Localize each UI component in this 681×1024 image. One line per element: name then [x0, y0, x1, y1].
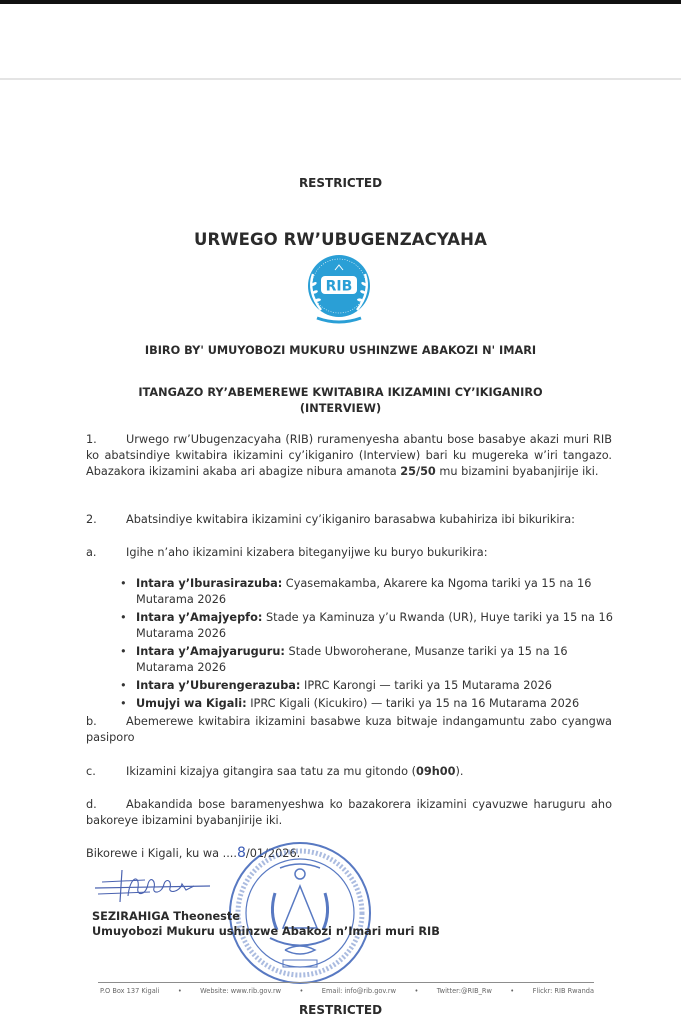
footer-contacts: [100, 987, 594, 995]
region-name: Intara y’Uburengerazuba:: [136, 679, 301, 692]
flickr-link[interactable]: Flickr: RIB Rwanda: [532, 987, 594, 995]
paragraph-letter: d.: [86, 798, 97, 811]
date-dots: ....: [222, 847, 237, 860]
page-fold-line: [0, 78, 681, 80]
top-edge-bar: [0, 0, 681, 4]
date-rest: /01/2026.: [245, 847, 301, 860]
location-list: [120, 576, 614, 714]
paragraph-2-text: Abatsindiye kwitabira ikizamini cy’ikiganiro barasabwa kubahiriza ibi bikurikira:: [126, 513, 575, 526]
paragraph-b-text: Abemerewe kwitabira ikizamini basabwe kuza bitwaje indangamuntu zabo cyangwa pasiporo: [86, 715, 612, 744]
region-detail: IPRC Kigali (Kicukiro) — tariki ya 15 na 16 Mutarama 2026: [246, 697, 580, 710]
region-name: Intara y’Amajyaruguru:: [136, 645, 285, 658]
paragraph-letter: a.: [86, 546, 97, 559]
list-item: [120, 678, 614, 694]
paragraph-number: 2.: [86, 513, 97, 526]
po-box: P.O Box 137 Kigali: [100, 987, 160, 995]
separator: •: [510, 987, 515, 995]
signer-name: SEZIRAHIGA Theoneste: [92, 910, 240, 923]
official-stamp-icon: [222, 838, 375, 988]
classification-bottom: RESTRICTED: [298, 1003, 383, 1017]
paragraph-c-text: Ikizamini kizajya gitangira saa tatu za mu gitondo (: [126, 765, 417, 778]
start-time: 09h00: [416, 765, 456, 778]
logo-text: RIB: [325, 278, 353, 295]
separator: •: [177, 987, 182, 995]
region-detail: Cyasemakamba, Akarere ka Ngoma tariki ya 15 na 16 Mutarama 2026: [136, 577, 592, 606]
region-detail: Stade ya Kaminuza y’u Rwanda (UR), Huye tariki ya 15 na 16 Mutarama 2026: [136, 611, 613, 640]
paragraph-letter: c.: [86, 765, 96, 778]
separator: •: [414, 987, 419, 995]
office-title: IBIRO BY' UMUYOBOZI MUKURU USHINZWE ABAKOZI N' IMARI: [144, 344, 537, 357]
paragraph-1-text: Urwego rw’Ubugenzacyaha (RIB) ruramenyesha abantu bose basabye akazi muri RIB ko abatsindiye kwitabira ikizamini cy’ikiganiro (Interview) bari ku mugereka w’iri tangazo. Abazakora ikizamini akaba ari abagize nibura amanota: [86, 433, 612, 478]
list-item: [120, 644, 614, 676]
separator: •: [299, 987, 304, 995]
paragraph-a: [86, 545, 612, 561]
email-link[interactable]: Email: info@rib.gov.rw: [321, 987, 397, 995]
organization-title: URWEGO RW’UBUGENZACYAHA: [194, 230, 487, 249]
paragraph-d-text: Abakandida bose baramenyeshwa ko bazakorera ikizamini cyavuzwe haruguru aho bakoreye ibizamini byabanjirije iki.: [86, 798, 612, 827]
list-item: [120, 610, 614, 642]
required-score: 25/50: [400, 465, 436, 478]
region-detail: IPRC Karongi — tariki ya 15 Mutarama 2026: [300, 679, 552, 692]
paragraph-d: [86, 797, 612, 829]
notice-title: [0, 385, 681, 417]
list-item: [120, 576, 614, 608]
region-name: Umujyi wa Kigali:: [136, 697, 247, 710]
paragraph-c-text-end: ).: [455, 765, 464, 778]
classification-top: RESTRICTED: [298, 176, 383, 190]
paragraph-b: [86, 714, 612, 746]
rib-logo-icon: [299, 252, 379, 328]
region-detail: Stade Ubworoherane, Musanze tariki ya 15 na 16 Mutarama 2026: [136, 645, 568, 674]
twitter-link[interactable]: Twitter:@RIB_Rw: [436, 987, 492, 995]
paragraph-number: 1.: [86, 433, 97, 446]
list-item: [120, 696, 614, 712]
notice-title-line1: ITANGAZO RY’ABEMEREWE KWITABIRA IKIZAMINI CY’IKIGANIRO: [138, 386, 543, 399]
date-day-handwritten: 8: [236, 845, 246, 861]
region-name: Intara y’Amajyepfo:: [136, 611, 263, 624]
footer-divider: [98, 982, 594, 983]
region-name: Intara y’Iburasirazuba:: [136, 577, 283, 590]
date-prefix: Bikorewe i Kigali, ku wa: [86, 847, 223, 860]
paragraph-2: [86, 512, 612, 528]
paragraph-1-text-end: mu bizamini byabanjirije iki.: [435, 465, 599, 478]
paragraph-c: [86, 764, 612, 780]
signature-icon: [90, 866, 225, 906]
paragraph-a-text: Igihe n’aho ikizamini kizabera biteganyijwe ku buryo bukurikira:: [126, 546, 488, 559]
paragraph-1: [86, 432, 612, 480]
website-link[interactable]: Website: www.rib.gov.rw: [200, 987, 282, 995]
paragraph-letter: b.: [86, 715, 97, 728]
notice-title-line2: (INTERVIEW): [299, 402, 382, 415]
signer-title: Umuyobozi Mukuru ushinzwe Abakozi n’Imari muri RIB: [92, 925, 440, 938]
